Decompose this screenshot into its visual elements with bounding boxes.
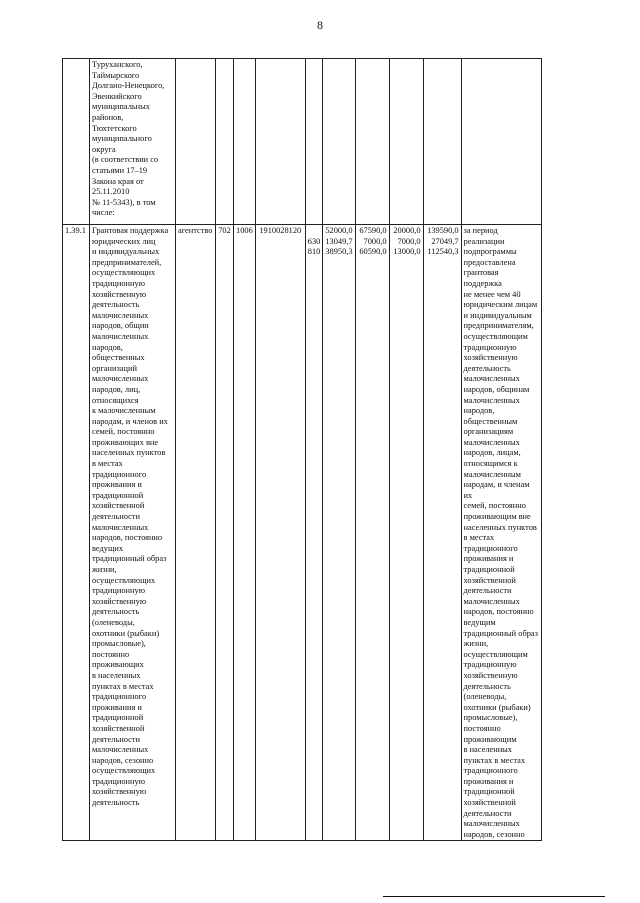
table-row	[63, 225, 542, 841]
rzpr-code-cell	[234, 59, 256, 225]
item-number-cell	[63, 59, 90, 225]
rzpr-code-cell: 1006	[234, 225, 256, 841]
executor-cell: агентство	[176, 225, 216, 841]
year-3-cell	[389, 59, 423, 225]
year-1-cell	[323, 225, 355, 841]
year-3-value: 7000,0	[397, 236, 421, 246]
item-name-cell: Туруханского, Таймырского Долгано-Ненецкого, Эвенкийского муниципальных районов, Тюхтетского муниципального округа (в соответствии со статьями 17–19 Закона края от 25.11.2010 № 11-5343), в том числе:	[90, 59, 176, 225]
vr-code-cell	[305, 59, 323, 225]
total-value: 139590,0	[427, 226, 459, 235]
year-3-value: 13000,0	[393, 247, 421, 257]
vr-code-cell	[305, 225, 323, 841]
footer-rule	[383, 896, 605, 897]
year-1-value: 38950,3	[325, 247, 353, 257]
csr-code-cell: 1910028120	[255, 225, 305, 841]
result-cell: за период реализации подпрограммы предоставлена грантовая поддержка не менее чем 40 юридическим лицам и индивидуальным предпринимателям, осуществляющим традиционную хозяйственную деятельность малочисленных народов, общинам малочисленных народов, общественным организациям малочисленных народов, лицам, относящимся к малочисленным народам, и членам их семей, постоянно проживающим вне населенных пунктов в местах традиционного проживания и традиционной хозяйственной деятельности малочисленных народов, постоянно ведущим традиционный образ жизни, осуществляющим традиционную хозяйственную деятельность (оленеводы, охотники (рыбаки) промысловые), постоянно проживающим в населенных пунктах в местах традиционного проживания и традиционной хозяйственной деятельности малочисленных народов, сезонно	[461, 225, 541, 841]
total-value: 27049,7	[431, 236, 459, 246]
item-number-cell: 1.39.1	[63, 225, 90, 841]
grbs-code-cell	[216, 59, 234, 225]
vr-code-value: 810	[307, 247, 321, 257]
total-value: 112540,3	[427, 247, 459, 257]
vr-code-value: 630	[307, 236, 321, 246]
year-2-cell	[355, 225, 389, 841]
year-2-value: 60590,0	[359, 247, 387, 257]
year-1-value: 13049,7	[325, 236, 353, 246]
grbs-code-cell: 702	[216, 225, 234, 841]
result-cell	[461, 59, 541, 225]
year-3-value: 20000,0	[393, 226, 421, 235]
year-2-value: 7000,0	[363, 236, 387, 246]
total-cell	[423, 225, 461, 841]
table-row	[63, 59, 542, 225]
csr-code-cell	[255, 59, 305, 225]
budget-table	[62, 58, 542, 841]
year-1-cell	[323, 59, 355, 225]
year-2-value: 67590,0	[359, 226, 387, 235]
year-3-cell	[389, 225, 423, 841]
item-name-cell: Грантовая поддержка юридических лиц и индивидуальных предпринимателей, осуществляющих традиционную хозяйственную деятельность малочисленных народов, общин малочисленных народов, общественных организаций малочисленных народов, лиц, относящихся к малочисленным народам, и членов их семей, постоянно проживающих вне населенных пунктов в местах традиционного проживания и традиционной хозяйственной деятельности малочисленных народов, постоянно ведущих традиционный образ жизни, осуществляющих традиционную хозяйственную деятельность (оленеводы, охотники (рыбаки) промысловые), постоянно проживающих в населенных пунктах в местах традиционного проживания и традиционной хозяйственной деятельности малочисленных народов, сезонно осуществляющих традиционную хозяйственную деятельность	[90, 225, 176, 841]
year-1-value: 52000,0	[325, 226, 353, 235]
total-cell	[423, 59, 461, 225]
year-2-cell	[355, 59, 389, 225]
page-number: 8	[317, 18, 323, 32]
vr-code-value	[308, 226, 321, 237]
executor-cell	[176, 59, 216, 225]
